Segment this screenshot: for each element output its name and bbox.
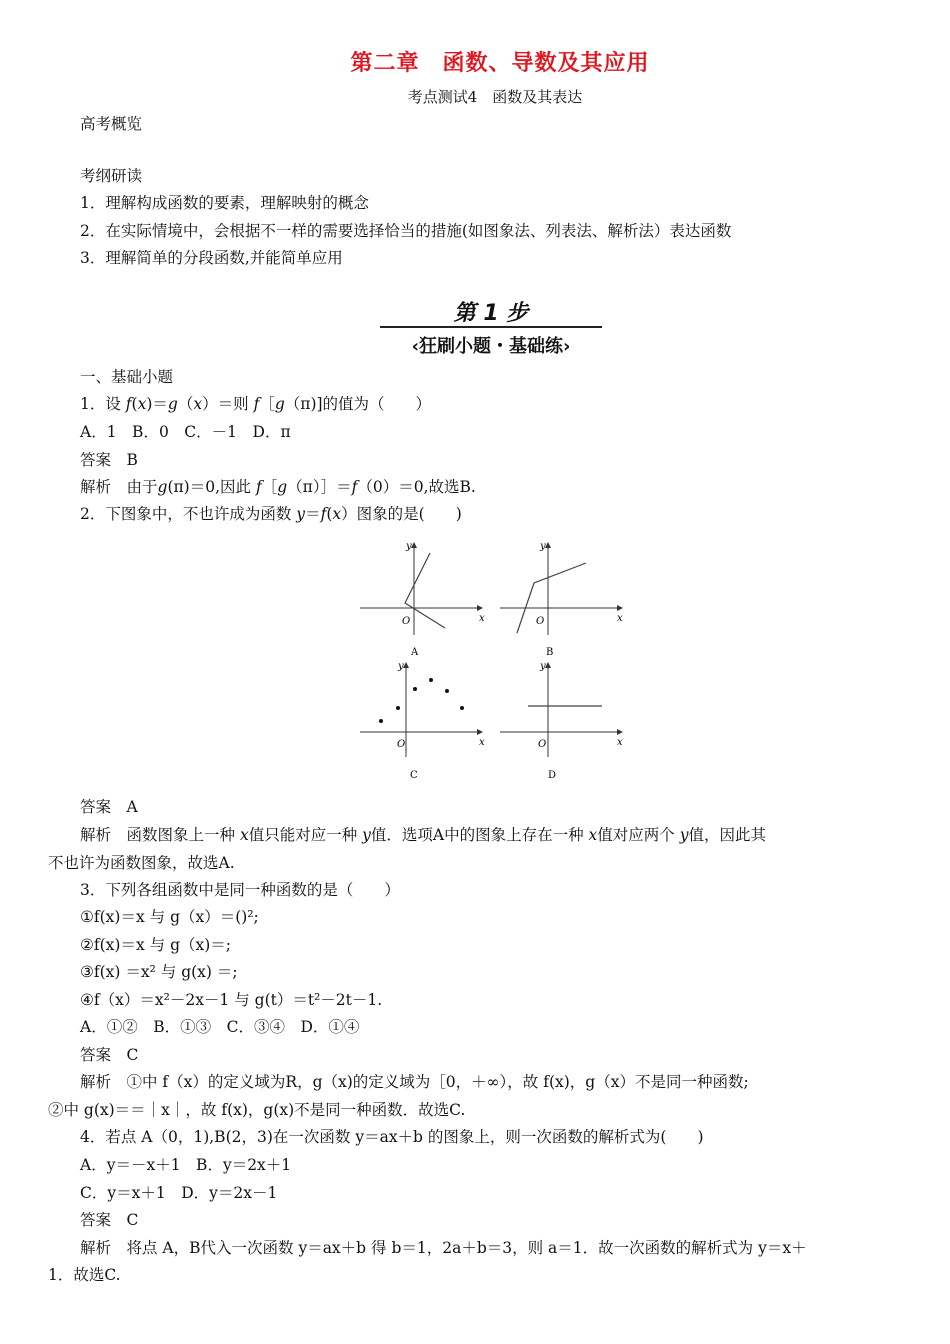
q3-item-4: ④f（x）＝x²－2x－1 与 g(t）＝t²－2t－1. xyxy=(80,991,383,1009)
q4-analysis-line-2: 1．故选C. xyxy=(48,1266,121,1284)
step-banner xyxy=(378,296,604,360)
graph-c-caption: C xyxy=(410,770,418,781)
q2-answer: 答案 A xyxy=(80,798,138,816)
graph-c-x-label: x xyxy=(479,737,485,748)
chapter-title: 第二章 函数、导数及其应用 xyxy=(350,51,650,76)
step-divider xyxy=(380,326,602,328)
test-title: 考点测试4 函数及其表达 xyxy=(407,88,583,106)
q4-analysis-line-1: 解析 将点 A，B代入一次函数 y＝ax＋b 得 b＝1，2a＋b＝3，则 a＝1．故一次函数的解析式为 y＝x＋ xyxy=(80,1239,807,1257)
q4-answer: 答案 C xyxy=(80,1211,139,1229)
graph-d-origin: O xyxy=(538,739,547,750)
graph-d-y-label: y xyxy=(540,661,546,672)
q3-item-3: ③f(x) ＝x² 与 g(x) ＝; xyxy=(80,963,238,981)
q2-graphs-figure xyxy=(350,535,640,785)
q1-options: A．1 B．0 C．－1 D．π xyxy=(80,423,291,441)
outline-heading: 考纲研读 xyxy=(80,167,143,185)
section-heading: 一、基础小题 xyxy=(80,368,174,386)
q3-answer: 答案 C xyxy=(80,1046,139,1064)
graph-d xyxy=(500,661,623,781)
overview-heading: 高考概览 xyxy=(80,115,143,133)
graph-c-origin: O xyxy=(397,739,406,750)
outline-item-1: 1．理解构成函数的要素，理解映射的概念 xyxy=(80,194,369,212)
graph-b-caption: B xyxy=(546,647,554,658)
step-sub: ‹狂刷小题・基础练› xyxy=(411,336,571,357)
q1-analysis: 解析 由于g(π)＝0,因此 f［g（π）］＝f（0）＝0,故选B. xyxy=(80,478,476,496)
q3-item-2: ②f(x)＝x 与 g（x)＝; xyxy=(80,936,231,954)
graph-c-y-label: y xyxy=(398,661,404,672)
q4-options-1: A．y＝－x＋1 B．y＝2x＋1 xyxy=(80,1156,292,1174)
q2-analysis-line-1: 解析 函数图象上一种 x值只能对应一种 y值．选项A中的图象上存在一种 x值对应两个 y值，因此其 xyxy=(80,826,766,844)
outline-item-3: 3．理解简单的分段函数,并能简单应用 xyxy=(80,249,343,267)
graph-a-caption: A xyxy=(411,647,419,658)
q2-stem: 2．下图象中，不也许成为函数 y＝f(x）图象的是( ) xyxy=(80,505,462,523)
q1-stem: 1．设 f(x)＝g（x）＝则 f［g（π)]的值为（ ） xyxy=(80,395,432,413)
outline-item-2: 2．在实际情境中，会根据不一样的需要选择恰当的措施(如图象法、列表法、解析法）表达函数 xyxy=(80,222,732,240)
q2-analysis-line-2: 不也许为函数图象，故选A. xyxy=(48,854,235,872)
graph-d-x-label: x xyxy=(617,737,623,748)
q4-options-2: C．y＝x＋1 D．y＝2x－1 xyxy=(80,1184,278,1202)
q3-item-1: ①f(x)＝x 与 g（x）＝()²; xyxy=(80,908,259,926)
graph-c xyxy=(360,661,485,781)
q3-options: A．①② B．①③ C．③④ D．①④ xyxy=(80,1018,360,1036)
graph-a-y-label: y xyxy=(406,541,412,552)
q1-answer: 答案 B xyxy=(80,451,138,469)
graph-a xyxy=(360,541,485,658)
q4-stem: 4．若点 A（0，1),B(2，3)在一次函数 y＝ax＋b 的图象上，则一次函数的解析式为( ) xyxy=(80,1128,704,1146)
graph-a-x-label: x xyxy=(479,613,485,624)
graph-b-y-label: y xyxy=(540,541,546,552)
graph-b xyxy=(500,541,623,658)
graph-d-caption: D xyxy=(548,770,557,781)
q3-stem: 3．下列各组函数中是同一种函数的是（ ） xyxy=(80,881,400,899)
graph-b-origin: O xyxy=(536,616,545,627)
q3-analysis-line-2: ②中 g(x)＝＝｜x｜，故 f(x)，g(x)不是同一种函数．故选C. xyxy=(48,1101,466,1119)
step-head: 第 1 步 xyxy=(453,301,529,326)
graph-b-x-label: x xyxy=(617,613,623,624)
graph-a-origin: O xyxy=(402,616,411,627)
q3-analysis-line-1: 解析 ①中 f（x）的定义域为R，g（x)的定义域为［0，＋∞），故 f(x)，g（x）不是同一种函数; xyxy=(80,1073,749,1091)
